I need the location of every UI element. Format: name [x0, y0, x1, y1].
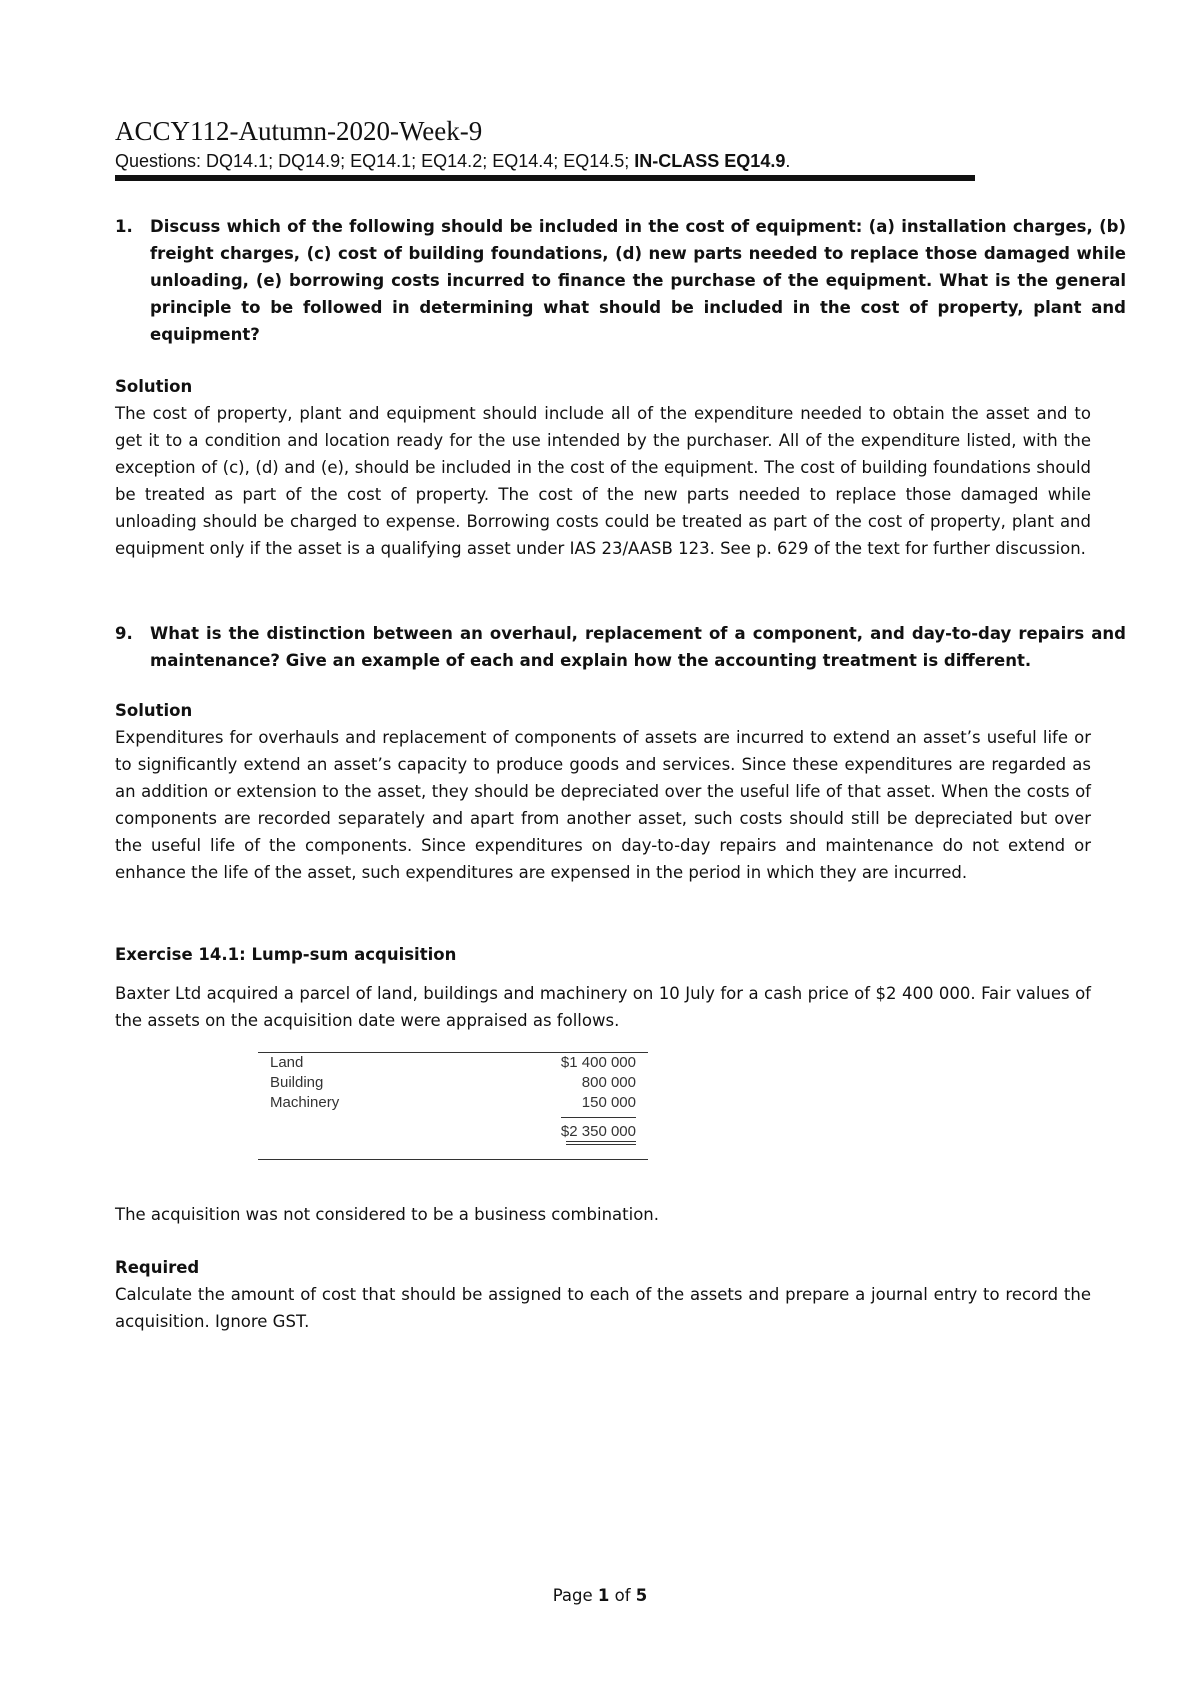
questions-line: [115, 150, 790, 172]
row-label: Land: [270, 1054, 304, 1071]
page-number: 1: [597, 1586, 610, 1605]
question-9-solution-label: Solution: [115, 701, 193, 720]
required-label: Required: [115, 1258, 200, 1277]
table-row: [258, 1093, 648, 1113]
table-total: $2 350 000: [561, 1117, 636, 1141]
question-9-solution: Expenditures for overhauls and replacement of components of assets are incurred to extend an asset’s useful life or to significantly extend an asset’s capacity to produce goods and services. Since these expenditures are regarded as an addition or extension to the asset, they should be depreciated over the useful life of that asset. When the costs of components are recorded separately and apart from another asset, such costs should still be depreciated but over the useful life of the components. Since expenditures on day-to-day repairs and maintenance do not extend or enhance the life of the asset, such expenditures are expensed in the period in which they are incurred.: [115, 728, 1091, 882]
table-row: [258, 1073, 648, 1093]
page-word: Page: [552, 1586, 593, 1605]
page-footer: [0, 1585, 1200, 1607]
in-class-question: IN-CLASS EQ14.9: [634, 151, 786, 171]
question-1-text: Discuss which of the following should be included in the cost of equipment: (a) installation charges, (b) freight charges, (c) cost of building foundations, (d) new parts needed to replace those damaged while unloading, (e) borrowing costs incurred to finance the purchase of the equipment. What is the general principle to be followed in determining what should be included in the cost of property, plant and equipment?: [150, 217, 1126, 344]
of-word: of: [614, 1586, 631, 1605]
table-total-row: [258, 1117, 648, 1141]
table-row: [258, 1053, 648, 1073]
required-text: Calculate the amount of cost that should be assigned to each of the assets and prepare a journal entry to record the acquisition. Ignore GST.: [115, 1285, 1091, 1331]
row-value: $1 400 000: [560, 1054, 636, 1071]
document-title: ACCY112-Autumn-2020-Week-9: [115, 116, 483, 146]
question-9-text: What is the distinction between an overhaul, replacement of a component, and day-to-day repairs and maintenance? Give an example of each and explain how the accounting treatment is different.: [150, 624, 1126, 670]
question-9: [115, 620, 1126, 674]
row-label: Machinery: [270, 1094, 340, 1111]
row-value: 800 000: [581, 1074, 636, 1091]
header-rule: [115, 175, 975, 181]
questions-suffix: .: [785, 151, 791, 171]
fair-value-table: [258, 1052, 648, 1160]
question-1-solution-label: Solution: [115, 377, 193, 396]
total-double-underline: [258, 1141, 648, 1145]
questions-list: Questions: DQ14.1; DQ14.9; EQ14.1; EQ14.2; EQ14.4; EQ14.5;: [115, 151, 635, 171]
row-label: Building: [270, 1074, 324, 1091]
question-1-solution: The cost of property, plant and equipment should include all of the expenditure needed to obtain the asset and to get it to a condition and location ready for the use intended by the purchaser. All of the expenditure listed, with the exception of (c), (d) and (e), should be included in the cost of the equipment. The cost of building foundations should be treated as part of the cost of property. The cost of the new parts needed to replace those damaged while unloading should be charged to expense. Borrowing costs could be treated as part of the cost of property, plant and equipment only if the asset is a qualifying asset under IAS 23/AASB 123. See p. 629 of the text for further discussion.: [115, 404, 1091, 558]
exercise-intro: Baxter Ltd acquired a parcel of land, buildings and machinery on 10 July for a cash price of $2 400 000. Fair values of the assets on the acquisition date were appraised as follows.: [115, 984, 1091, 1030]
table-bottom-rule: [258, 1159, 648, 1160]
question-1-number: 1.: [115, 217, 133, 236]
exercise-note: The acquisition was not considered to be a business combination.: [115, 1205, 660, 1224]
question-1: [115, 213, 1126, 348]
row-value: 150 000: [581, 1094, 636, 1111]
exercise-heading: Exercise 14.1: Lump-sum acquisition: [115, 945, 457, 964]
question-9-number: 9.: [115, 624, 133, 643]
page-total: 5: [635, 1586, 648, 1605]
